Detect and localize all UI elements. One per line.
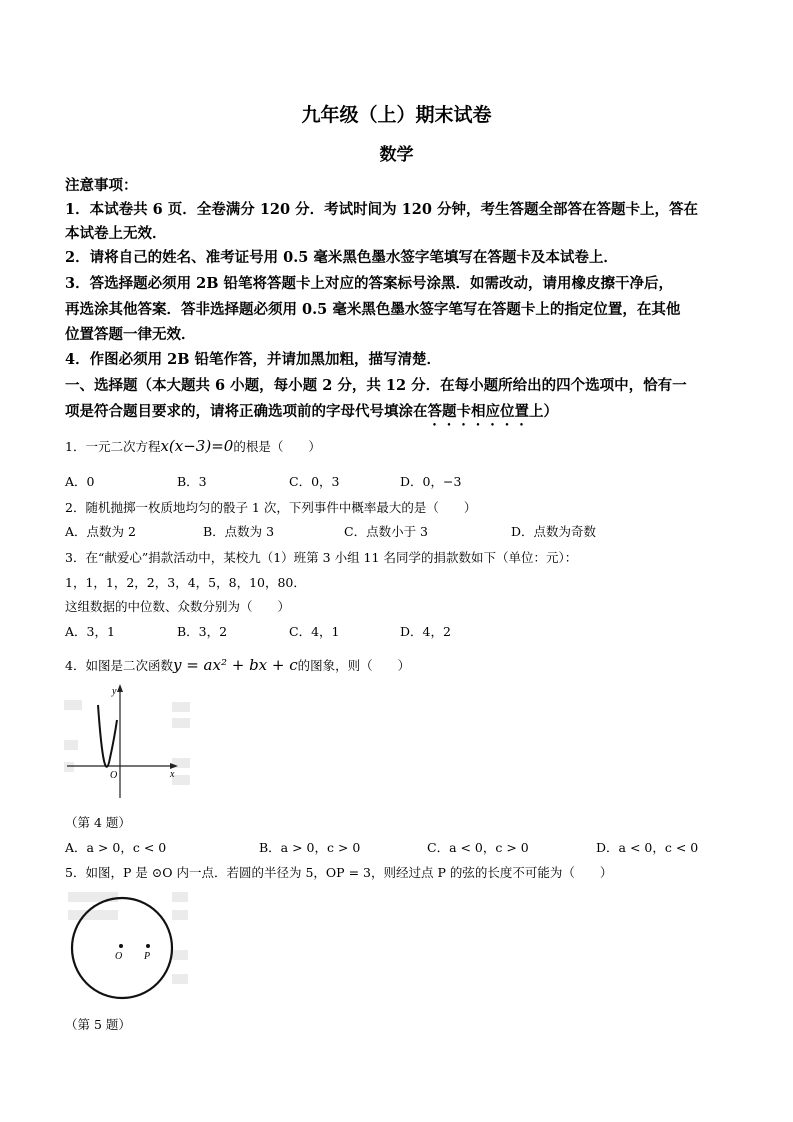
q4-pre: 4．如图是二次函数 xyxy=(65,658,173,673)
section-line: 一、选择题（本大题共 6 小题，每小题 2 分，共 12 分．在每小题所给出的四个选项中，恰有一 xyxy=(65,377,687,394)
q5-caption: （第 5 题） xyxy=(65,1017,131,1032)
notice-line: 位置答题一律无效． xyxy=(65,326,196,343)
question-3-data: 1，1，1，2，2，3，4，5，8，10，80． xyxy=(65,575,306,590)
question-2-stem: 2．随机抛掷一枚质地均匀的骰子 1 次，下列事件中概率最大的是（ ） xyxy=(65,500,477,515)
question-5-stem: 5．如图，P 是 ⊙O 内一点．若圆的半径为 5，OP = 3，则经过点 P 的弦的长度不可能为（ ） xyxy=(65,865,613,880)
q2-option-d[interactable]: D．点数为奇数 xyxy=(511,524,597,539)
question-4-stem xyxy=(65,656,410,674)
question-3-stem: 3．在“献爱心”捐款活动中，某校九（1）班第 3 小组 11 名同学的捐款数如下（单位：元）： xyxy=(65,550,578,565)
origin-label: O xyxy=(110,770,118,781)
circle-figure xyxy=(64,888,190,1003)
q3-option-a[interactable]: A．3，1 xyxy=(65,624,115,639)
notice-line: 1．本试卷共 6 页．全卷满分 120 分．考试时间为 120 分钟，考生答题全部答在答题卡上，答在 xyxy=(65,201,698,218)
q4-option-b[interactable]: B．a > 0，c > 0 xyxy=(259,840,361,855)
q1-equation: x(x−3)=0 xyxy=(160,437,234,455)
q3-option-b[interactable]: B．3，2 xyxy=(177,624,228,639)
subject-title: 数学 xyxy=(379,145,414,165)
q4-post: 的图象，则（ ） xyxy=(297,658,411,673)
notice-line: 再选涂其他答案．答非选择题必须用 0.5 毫米黑色墨水签字笔写在答题卡上的指定位置，在其他 xyxy=(65,301,681,318)
q3-option-d[interactable]: D．4，2 xyxy=(400,624,451,639)
label-o: O xyxy=(115,951,123,962)
y-axis-arrow-icon xyxy=(117,684,123,692)
label-p: P xyxy=(144,951,151,962)
q1-option-c[interactable]: C．0，3 xyxy=(289,474,340,489)
q4-option-a[interactable]: A．a > 0，c < 0 xyxy=(65,840,167,855)
q2-option-c[interactable]: C．点数小于 3 xyxy=(344,524,428,539)
question-1-stem xyxy=(65,437,321,455)
parabola-figure xyxy=(62,680,192,805)
point-p xyxy=(146,944,150,948)
q4-option-c[interactable]: C．a < 0，c > 0 xyxy=(427,840,529,855)
q2-option-b[interactable]: B．点数为 3 xyxy=(203,524,275,539)
q4-option-d[interactable]: D．a < 0，c < 0 xyxy=(596,840,699,855)
section-line-emphasis: 答题卡相应位置 xyxy=(427,403,529,420)
section-line-pre: 项是符合题目要求的，请将正确选项前的字母代号填涂在 xyxy=(65,403,428,420)
question-3-ask: 这组数据的中位数、众数分别为（ ） xyxy=(65,599,291,614)
section-line-post: 上） xyxy=(529,403,558,420)
q4-caption: （第 4 题） xyxy=(65,815,131,830)
q4-equation: y = ax² + bx + c xyxy=(172,656,298,674)
q1-option-b[interactable]: B．3 xyxy=(177,474,207,489)
notice-line: 3．答选择题必须用 2B 铅笔将答题卡上对应的答案标号涂黑．如需改动，请用橡皮擦干净后， xyxy=(65,275,674,292)
point-o xyxy=(119,944,123,948)
notice-line: 本试卷上无效． xyxy=(65,225,167,242)
parabola-curve xyxy=(98,705,117,767)
exam-title: 九年级（上）期末试卷 xyxy=(301,104,492,126)
notice-heading: 注意事项： xyxy=(65,177,138,194)
q2-option-a[interactable]: A．点数为 2 xyxy=(65,524,136,539)
notice-line: 4．作图必须用 2B 铅笔作答，并请加黑加粗，描写清楚． xyxy=(65,351,442,368)
q1-pre: 1．一元二次方程 xyxy=(65,439,161,454)
q1-option-d[interactable]: D．0，−3 xyxy=(400,474,462,489)
section-line-2 xyxy=(65,400,558,429)
q1-option-a[interactable]: A．0 xyxy=(65,474,95,489)
notice-line: 2．请将自己的姓名、准考证号用 0.5 毫米黑色墨水签字笔填写在答题卡及本试卷上． xyxy=(65,249,618,266)
y-axis-label: y xyxy=(112,686,117,697)
q3-option-c[interactable]: C．4，1 xyxy=(289,624,340,639)
circle-o xyxy=(72,898,172,998)
q1-post: 的根是（ ） xyxy=(233,439,321,454)
x-axis-label: x xyxy=(170,769,175,780)
